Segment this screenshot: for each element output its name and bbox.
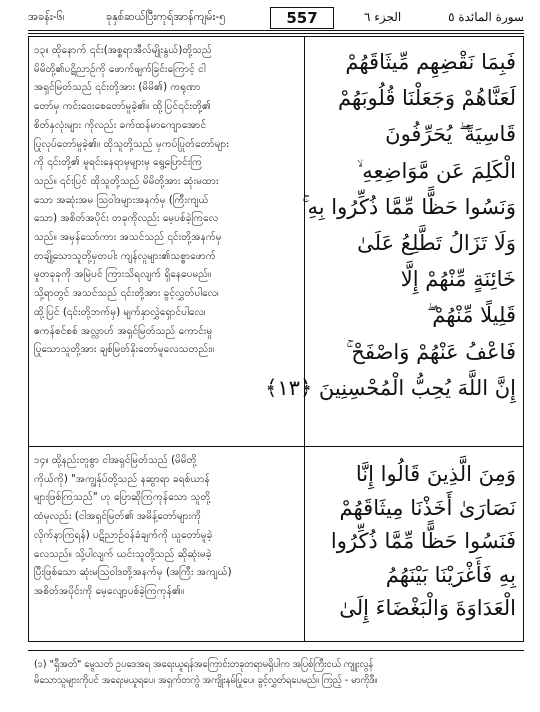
translation-line: အစိတ်အပိုင်းကို မေ့လျော့ပစ်ခဲ့ကြကုန်၏။ [34, 585, 185, 597]
translation-line: တော်မှ ကင်းဝေးစေတော်မူခဲ့၏။ ထို့ပြင်၎င်းတို့၏ [34, 101, 212, 113]
footnote-line: မိသောသူများကိုပင် အရေးမယူရပေ၊ အရှက်တကွဲ အကျိုးနမ်ပြုပေ၊ ခွင့်လွှတ်ရပေမည်။ ကြည့် - မာကိုဒီ။ [34, 675, 378, 686]
arabic-line: قَاسِيَةً ۖ يُحَرِّفُونَ [385, 122, 516, 147]
translation-line: သော အဆုံးအမ သြဝါဒများအနက်မှ (ကြီးကျယ် [34, 194, 209, 206]
translation-verse-14 [34, 452, 298, 602]
header-rule-thin [28, 33, 524, 34]
translation-line: ကိုယ်ကို) "အကျွန်ုပ်တို့သည် နဆွာရာ ခရစ်ယာန် [34, 473, 210, 485]
translation-line: ထံမှလည်း (ငါအရှင်မြတ်၏ အမိန့်တော်များကို [34, 511, 202, 523]
translation-line: ဧကန်စင်စစ် အလ္လာဟ် အရှင်မြတ်သည် ကောင်းမှု [34, 325, 213, 337]
arabic-line: خَائِنَةٍ مِّنْهُمْ إِلَّا [400, 267, 516, 292]
arabic-verse-13 [265, 44, 516, 406]
juz-title: ခုနှစ်ဆယ်ပြီးကုရ်အာန်ကျမ်း-၅ [106, 10, 226, 23]
arabic-line: وَنَسُوا حَظًّا مِّمَّا ذُكِّرُوا بِهِ ۚ [302, 194, 516, 219]
juz-arabic: الجزء ٦ [364, 10, 402, 24]
arabic-line: فَنَسُوا حَظًّا مِّمَّا ذُكِّرُوا [330, 529, 516, 553]
verse-divider [28, 446, 524, 447]
translation-line: ၁၄။ ထို့နည်းတူစွာ ငါအရှင်မြတ်သည် (မိမိတို့ [34, 455, 197, 466]
translation-line: လေသည်။ သို့ပါလျက် ယင်းသူတို့သည် ဆိုဆုံးမခဲ့ [34, 548, 212, 560]
translation-line: ထို့ပြင် (၎င်းတို့ဘက်မှ) မျက်နှာလွှဲရှောင်ပါလေ၊ [34, 306, 206, 318]
translation-line: သို့ရာတွင် အသင်သည် ၎င်းတို့အား ခွင့်လွှတ်ပါလေ၊ [34, 288, 219, 300]
arabic-line: وَمِنَ الَّذِينَ قَالُوا إِنَّا [355, 462, 516, 486]
translation-line: ကို ၎င်းတို့၏ မူရင်းနေရာမှများမှ ရွေ့ပြောင်းကြ [34, 157, 203, 169]
header-rule [28, 30, 524, 31]
surah-arabic: سورة المائدة ٥ [448, 10, 524, 24]
translation-line: တချို့သောသူတို့မှတပါး ကျန်လူများ၏သစ္စာဖောက် [34, 250, 216, 262]
translation-line: ပြီးဖြစ်သော ဆုံးမသြဝါဒတို့အနက်မှ (အကြီး အကျယ်) [34, 567, 232, 579]
arabic-line: فَبِمَا نَقْضِهِم مِّيثَاقَهُمْ [345, 50, 516, 74]
footnote-rule [28, 650, 524, 651]
arabic-line: الْعَدَاوَةَ وَالْبَغْضَاءَ إِلَىٰ [339, 596, 516, 620]
translation-line: ပြုလုပ်တော်မူခဲ့၏။ ထိုသူတို့သည် မှကပ်ပြုတ်တော်များ [34, 138, 229, 150]
arabic-line: نَصَارَىٰ أَخَذْنَا مِيثَاقَهُمْ [339, 495, 516, 520]
translation-line: သည်။ အမှန်သော်ကား အသင်သည် ၎င်းတို့အနက်မှ [34, 232, 222, 244]
arabic-line: وَلَا تَزَالُ تَطَّلِعُ عَلَىٰ [357, 230, 516, 255]
chapter-label: အခန်း-၆၊ [28, 10, 65, 23]
footnote-line: (၁) "ရှီအတ်" မွေသတ် ဥပဒေအရ အရေးယူရန်အကြောင်းတခုတရာမရှိပါက အပြစ်ကြီးငယ် ကျူးလွန် [34, 659, 374, 670]
footnote [34, 657, 522, 689]
arabic-line: لَعَنَّاهُمْ وَجَعَلْنَا قُلُوبَهُمْ [338, 86, 516, 111]
translation-line: စိတ်နှလုံးများ ကိုလည်း ခက်ထန်မာကျောအောင် [34, 119, 207, 131]
translation-line: မိမိတို့၏ပဋိညာဉ်ကို ဖောက်ဖျက်ခြင်းကြောင့် ငါ [34, 63, 206, 75]
translation-line: မှုတခုခုကို အမြဲပင် ကြားသိရလျက် ရှိနေပေမည်။ [34, 269, 212, 281]
translation-line: များဖြစ်ကြသည်" ဟု ပြောဆိုကြကုန်သော သူတို့ [34, 492, 211, 504]
arabic-verse-14 [310, 458, 516, 626]
translation-line: သော) အစိတ်အပိုင်း တခုကိုလည်း မေ့ပစ်ခဲ့ကြလေ [34, 213, 219, 225]
arabic-line: الْكَلِمَ عَن مَّوَاضِعِهِ ۙ [356, 158, 516, 183]
arabic-line: فَاعْفُ عَنْهُمْ وَاصْفَحْ ۚ [346, 339, 516, 364]
arabic-line: إِنَّ اللَّهَ يُحِبُّ الْمُحْسِنِينَ ﴿١٣﴾ [265, 375, 516, 400]
translation-verse-13 [34, 42, 298, 360]
column-divider [304, 36, 305, 642]
translation-line: ၁၃။ ထိုနောက် ၎င်း(အစ္စရာအီလ်မျိုးနွယ်)တို့သည် [34, 45, 212, 56]
page-header [28, 8, 524, 28]
page-number: 557 [270, 7, 334, 29]
arabic-line: بِهِ فَأَغْرَيْنَا بَيْنَهُمُ [385, 562, 516, 587]
translation-line: လိုက်နာကြရန်) ပဋိညာဉ်ဝန်ခံချက်ကို ယူတော်မူခဲ့ [34, 529, 213, 541]
arabic-line: قَلِيلًا مِّنْهُمْ ۖ [426, 303, 516, 328]
translation-line: ပြုသောသူတို့အား ချစ်မြတ်နိုးတော်မူလေသတည်း။ [34, 344, 215, 356]
translation-line: သည်။ ၎င်းပြင် ထိုသူတို့သည် မိမိတို့အား ဆုံးမထား [34, 175, 219, 187]
translation-line: အရှင်မြတ်သည် ၎င်းတို့အား (မိမိ၏) ကရုဏာ [34, 82, 201, 94]
